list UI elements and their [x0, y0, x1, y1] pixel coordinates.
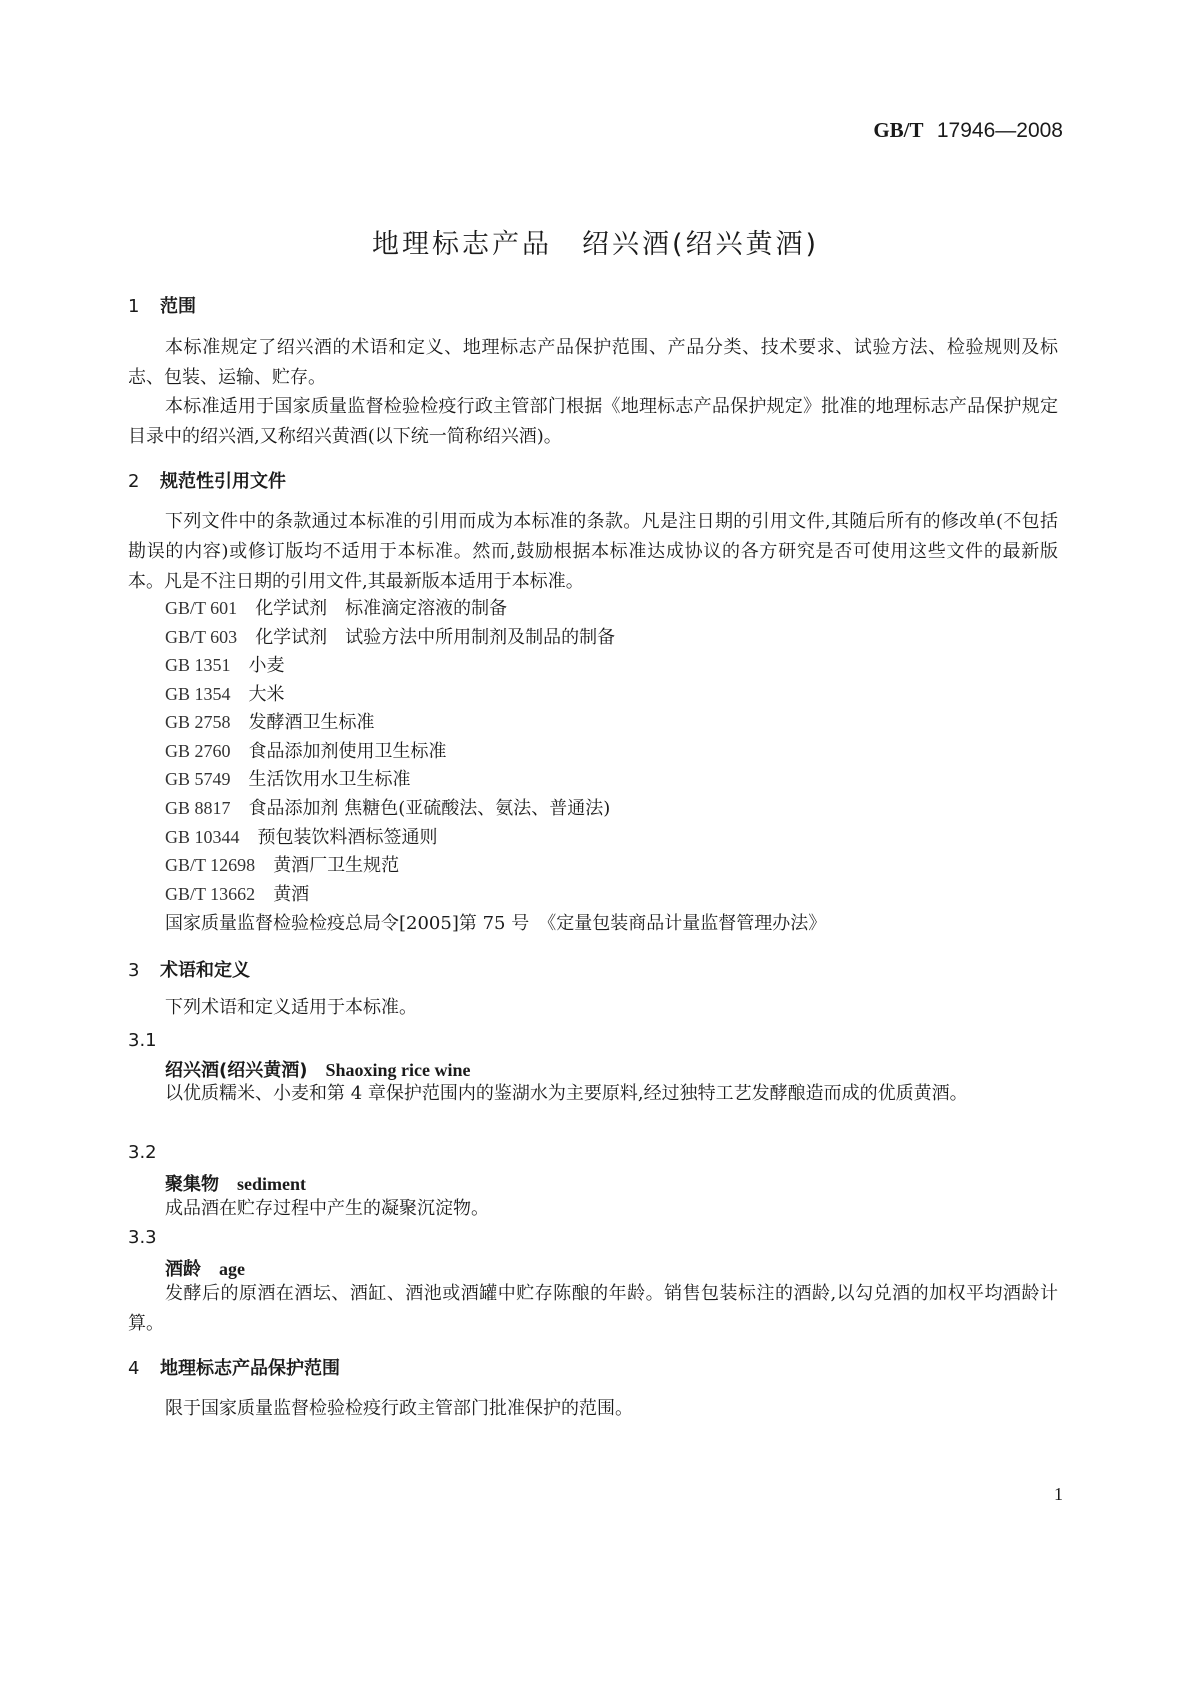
- document-title: 地理标志产品 绍兴酒(绍兴黄酒): [371, 229, 820, 260]
- term-heading: 绍兴酒(绍兴黄酒) Shaoxing rice wine: [165, 1060, 471, 1081]
- term-heading: 聚集物 sediment: [165, 1174, 306, 1195]
- section-1-heading: 1 范围: [128, 296, 196, 317]
- reference-item: GB 5749 生活饮用水卫生标准: [165, 769, 411, 790]
- clause-number: 3.2: [128, 1142, 157, 1163]
- reference-item: GB/T 13662 黄酒: [165, 884, 310, 905]
- reference-item: GB 8817 食品添加剂 焦糖色(亚硫酸法、氨法、普通法): [165, 798, 611, 819]
- section-4-heading: 4 地理标志产品保护范围: [128, 1358, 340, 1379]
- term-definition: 发酵后的原酒在酒坛、酒缸、酒池或酒罐中贮存陈酿的年龄。销售包装标注的酒龄,以勾兑酒的加权平均酒龄计算。: [128, 1283, 1058, 1334]
- reference-item: GB/T 12698 黄酒厂卫生规范: [165, 855, 400, 876]
- standard-code: [873, 118, 1063, 143]
- section-2-heading: 2 规范性引用文件: [128, 471, 286, 492]
- reference-item: GB 10344 预包装饮料酒标签通则: [165, 827, 438, 848]
- term-heading: 酒龄 age: [165, 1259, 245, 1280]
- page-number: 1: [1054, 1484, 1063, 1504]
- reference-item: 国家质量监督检验检疫总局令[2005]第 75 号 《定量包装商品计量监督管理办法》: [165, 913, 827, 934]
- section-2-paragraph-1: 下列文件中的条款通过本标准的引用而成为本标准的条款。凡是注日期的引用文件,其随后所有的修改单(不包括勘误的内容)或修订版均不适用于本标准。然而,鼓励根据本标准达成协议的各方研究是否可使用这些文件的最新版本。凡是不注日期的引用文件,其最新版本适用于本标准。: [128, 511, 1058, 592]
- term-definition: 以优质糯米、小麦和第 4 章保护范围内的鉴湖水为主要原料,经过独特工艺发酵酿造而成的优质黄酒。: [165, 1083, 968, 1104]
- clause-number: 3.1: [128, 1030, 157, 1051]
- section-1-paragraph-2: 本标准适用于国家质量监督检验检疫行政主管部门根据《地理标志产品保护规定》批准的地理标志产品保护规定目录中的绍兴酒,又称绍兴黄酒(以下统一简称绍兴酒)。: [128, 396, 1058, 447]
- section-1-paragraph-1: 本标准规定了绍兴酒的术语和定义、地理标志产品保护范围、产品分类、技术要求、试验方法、检验规则及标志、包装、运输、贮存。: [128, 337, 1058, 388]
- standard-prefix: GB/T: [873, 118, 924, 142]
- section-4-paragraph-1: 限于国家质量监督检验检疫行政主管部门批准保护的范围。: [165, 1398, 633, 1419]
- reference-item: GB 1351 小麦: [165, 655, 285, 676]
- clause-number: 3.3: [128, 1227, 157, 1248]
- reference-item: GB 2758 发酵酒卫生标准: [165, 712, 375, 733]
- standard-number: 17946—2008: [936, 119, 1063, 142]
- section-3-paragraph-1: 下列术语和定义适用于本标准。: [165, 997, 417, 1018]
- section-3-heading: 3 术语和定义: [128, 960, 250, 981]
- term-definition: 成品酒在贮存过程中产生的凝聚沉淀物。: [165, 1198, 489, 1219]
- reference-item: GB/T 601 化学试剂 标准滴定溶液的制备: [165, 598, 508, 619]
- reference-item: GB/T 603 化学试剂 试验方法中所用制剂及制品的制备: [165, 627, 616, 648]
- reference-item: GB 2760 食品添加剂使用卫生标准: [165, 741, 447, 762]
- reference-item: GB 1354 大米: [165, 684, 285, 705]
